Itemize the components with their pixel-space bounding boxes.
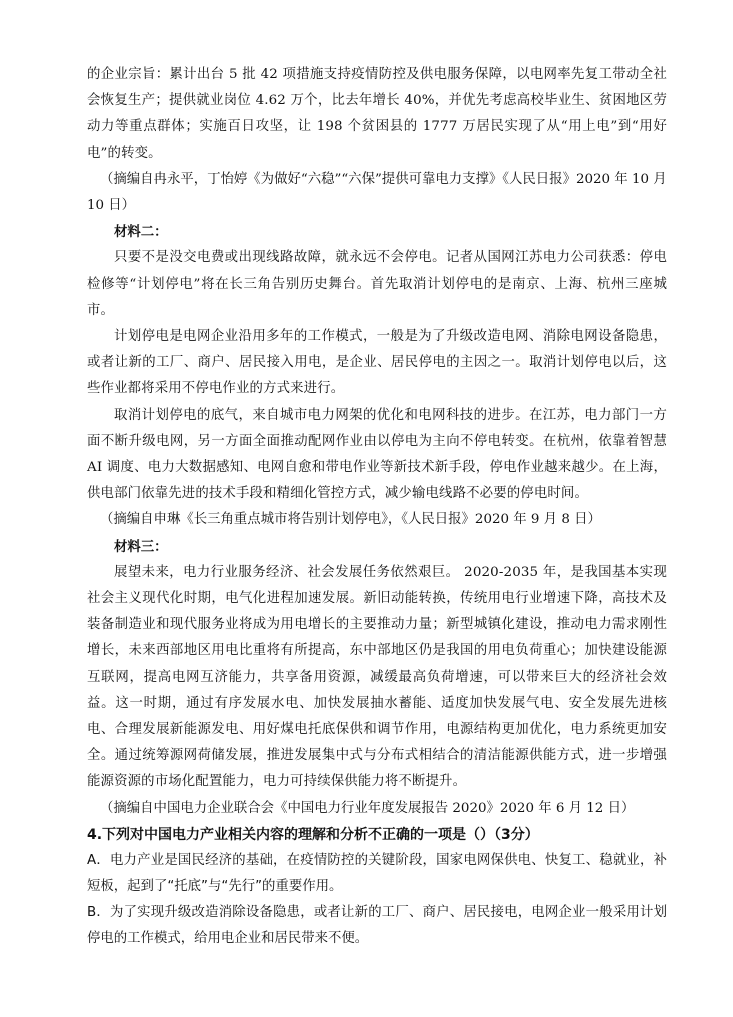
- material2-paragraph-3: 取消计划停电的底气，来自城市电力网架的优化和电网科技的进步。在江苏，电力部门一方面不断升级电网，另一方面全面推动配网作业由以停电为主向不停电转变。在杭州，依靠着智慧 AI 调度、电力大数据感知、电网自愈和带电作业等新技术新手段，停电作业越来越少。在上海，供电部门依靠先进的技术手段和精细化管控方式，减少输电线路不必要的停电时间。: [87, 407, 667, 502]
- material3-paragraph-1: 展望未来，电力行业服务经济、社会发展任务依然艰巨。 2020-2035 年，是我国基本实现社会主义现代化时期，电气化进程加速发展。新旧动能转换，传统用电行业增速下降，高技术及装备制造业和现代服务业将成为用电增长的主要推动力量；新型城镇化建设，推动电力需求刚性增长，未来西部地区用电比重将有所提高，东中部地区仍是我国的用电负荷重心；加快建设能源互联网，提高电网互济能力，共享备用资源，减缓最高负荷增速，可以带来巨大的经济社会效益。这一时期，通过有序发展水电、加快发展抽水蓄能、适度加快发展气电、安全发展先进核电、合理发展新能源发电、用好煤电托底保供和调节作用，电源结构更加优化，电力系统更加安全。通过统筹源网荷储发展，推进发展集中式与分布式相结合的清洁能源供能方式，进一步增强能源资源的市场化配置能力，电力可持续保供能力将不断提升。: [87, 564, 667, 790]
- material1-paragraph-tail: 的企业宗旨：累计出台 5 批 42 项措施支持疫情防控及供电服务保障，以电网率先复工带动全社会恢复生产；提供就业岗位 4.62 万个，比去年增长 40%，并优先考虑高校毕业生、贫困地区劳动力等重点群体；实施百日攻坚，让 198 个贫困县的 1777 万居民实现了从“用上电”到“用好电”的转变。: [87, 67, 667, 161]
- material3-source: （摘编自中国电力企业联合会《中国电力行业年度发展报告 2020》2020 年 6 月 12 日）: [100, 800, 635, 816]
- material1-source: （摘编自冉永平，丁怡婷《为做好“六稳”“六保”提供可靠电力支撑》《人民日报》2020 年 10 月 10 日）: [87, 171, 667, 214]
- material2-paragraph-2: 计划停电是电网企业沿用多年的工作模式，一般是为了升级改造电网、消除电网设备隐患，或者让新的工厂、商户、居民接入用电，是企业、居民停电的主因之一。取消计划停电以后，这些作业都将采用不停电作业的方式来进行。: [87, 329, 667, 397]
- document-page: [87, 62, 667, 952]
- material2-heading: 材料二：: [114, 224, 168, 241]
- question-4-stem: 4.下列对中国电力产业相关内容的理解和分析不正确的一项是（）（3分）: [87, 826, 539, 843]
- material3-heading: 材料三：: [114, 538, 168, 555]
- material2-paragraph-1: 只要不是没交电费或出现线路故障，就永远不会停电。记者从国网江苏电力公司获悉：停电检修等“计划停电”将在长三角告别历史舞台。首先取消计划停电的是南京、上海、杭州三座城市。: [87, 250, 667, 318]
- material2-source: （摘编自申琳《长三角重点城市将告别计划停电》，《人民日报》2020 年 9 月 8 日）: [100, 512, 601, 528]
- question-4-option-b: B．为了实现升级改造消除设备隐患，或者让新的工厂、商户、居民接电，电网企业一般采用计划停电的工作模式，给用电企业和居民带来不便。: [87, 904, 667, 946]
- question-4-option-a: A．电力产业是国民经济的基础，在疫情防控的关键阶段，国家电网保供电、快复工、稳就业，补短板，起到了“托底”与“先行”的重要作用。: [87, 852, 667, 894]
